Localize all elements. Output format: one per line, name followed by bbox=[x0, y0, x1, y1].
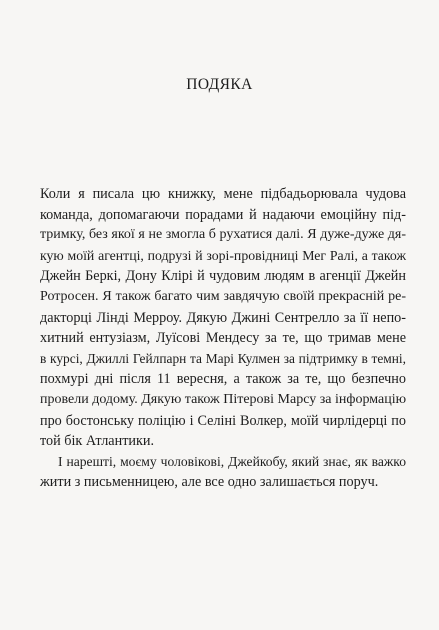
text-line: в курсі, Джиллі Гейлпарн та Марі Кулмен за підтримку в темні, bbox=[40, 350, 406, 366]
text-line: хитний ентузіазм, Луїсові Мендесу за те, що тримав мене bbox=[40, 330, 406, 347]
text-line: жити з письменницею, але все одно залишається поруч. bbox=[40, 474, 379, 491]
text-line: тримку, без якої я не змогла б рухатися далі. Я дуже-дуже дя- bbox=[40, 227, 406, 243]
paragraph-2 bbox=[40, 452, 406, 493]
text-line: дакторці Лінді Мерроу. Дякую Джині Сентрелло за її непо- bbox=[40, 309, 406, 326]
text-line: про бостонську поліцію і Селіні Волкер, моїй чирлідерці по bbox=[40, 412, 406, 429]
acknowledgments-text bbox=[40, 184, 406, 493]
text-line: І нарешті, моєму чоловікові, Джейкобу, який знає, як важко bbox=[58, 453, 406, 469]
text-line: кую моїй агентці, подрузі й зорі-провідниці Мег Ралі, а також bbox=[40, 247, 406, 263]
text-line: Коли я писала цю книжку, мене підбадьорювала чудова bbox=[40, 186, 406, 202]
text-line: Джейн Беркі, Дону Клірі й чудовим людям в агенції Джейн bbox=[40, 268, 406, 285]
text-line: похмурі дні після 11 вересня, а також за те, що безпечно bbox=[40, 371, 406, 388]
text-line: провели додому. Дякую також Пітерові Марсу за інформацію bbox=[40, 391, 407, 407]
page-title: ПОДЯКА bbox=[186, 76, 253, 93]
paragraph-1 bbox=[40, 184, 406, 452]
text-line: той бік Атлантики. bbox=[40, 433, 155, 450]
text-line: Ротросен. Я також багато чим завдячую своїй прекрасній ре- bbox=[40, 288, 406, 304]
text-line: команда, допомагаючи порадами й надаючи емоційну під- bbox=[40, 206, 406, 223]
